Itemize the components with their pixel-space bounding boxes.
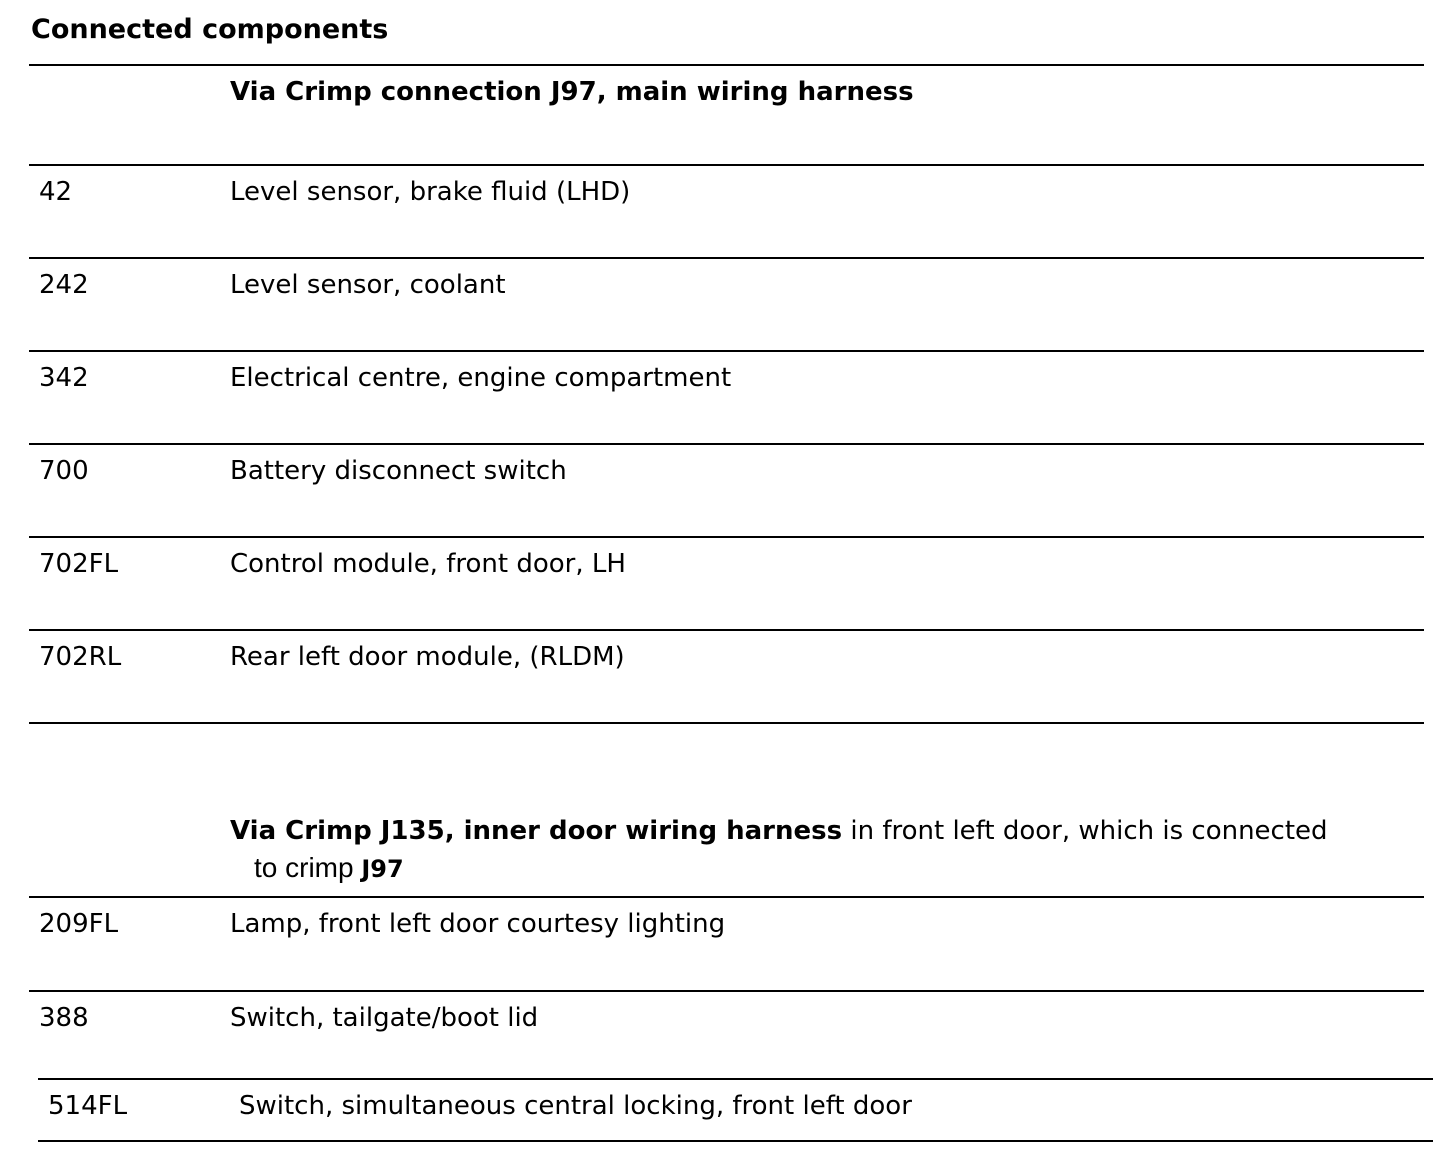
component-code: 209FL	[39, 909, 119, 939]
crimp-reference: J97	[361, 855, 404, 883]
table-bottom-rule	[29, 722, 1424, 724]
component-description: Level sensor, brake fluid (LHD)	[230, 177, 631, 207]
row-divider	[29, 350, 1424, 352]
section-title-rest: in front left door, which is connected	[842, 816, 1328, 846]
row-divider	[29, 536, 1424, 538]
component-code: 242	[39, 270, 89, 300]
row-divider	[38, 1078, 1433, 1080]
table-bottom-rule	[38, 1140, 1433, 1142]
page-title: Connected components	[31, 14, 389, 45]
component-description: Electrical centre, engine compartment	[230, 363, 732, 393]
section-title-bold: Via Crimp J135, inner door wiring harness	[230, 816, 843, 846]
row-divider	[29, 443, 1424, 445]
component-description: Rear left door module, (RLDM)	[230, 642, 625, 672]
component-description: Level sensor, coolant	[230, 270, 506, 300]
component-code: 342	[39, 363, 89, 393]
row-divider	[29, 257, 1424, 259]
section-title-continuation	[254, 851, 404, 886]
component-code: 702RL	[39, 642, 122, 672]
section-title	[230, 815, 1328, 847]
component-code: 700	[39, 456, 89, 486]
row-divider	[29, 164, 1424, 166]
section-title: Via Crimp connection J97, main wiring harness	[230, 77, 914, 107]
table-top-rule	[29, 64, 1424, 66]
component-code: 388	[39, 1003, 89, 1033]
component-code: 514FL	[48, 1091, 128, 1121]
component-description: Switch, simultaneous central locking, front left door	[239, 1091, 912, 1121]
row-divider	[29, 990, 1424, 992]
row-divider	[29, 629, 1424, 631]
component-description: Battery disconnect switch	[230, 456, 567, 486]
component-code: 702FL	[39, 549, 119, 579]
section-title-line2: to crimp	[254, 852, 362, 883]
component-code: 42	[39, 177, 73, 207]
component-description: Lamp, front left door courtesy lighting	[230, 909, 726, 939]
component-description: Control module, front door, LH	[230, 549, 626, 579]
component-description: Switch, tailgate/boot lid	[230, 1003, 539, 1033]
row-divider	[29, 896, 1424, 898]
